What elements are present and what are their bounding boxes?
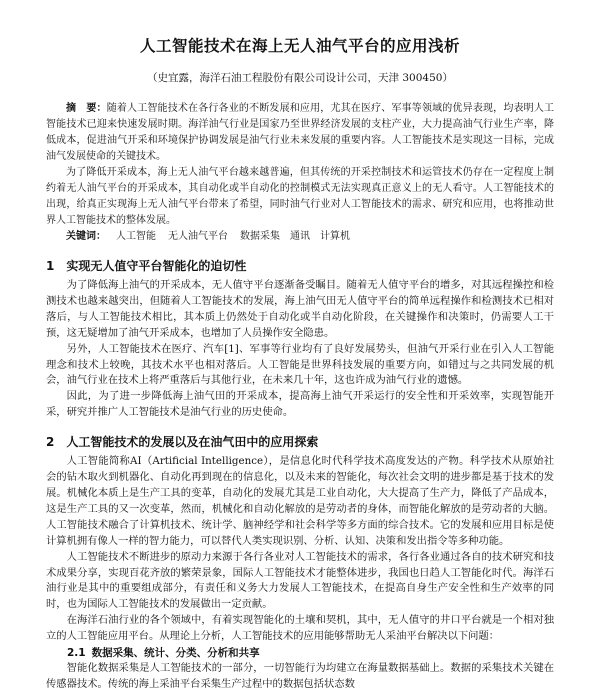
section-title: 人工智能技术的发展以及在油气田中的应用探索 xyxy=(66,435,319,450)
keyword: 无人油气平台 xyxy=(168,231,228,242)
section-number: 2 xyxy=(46,435,55,450)
abstract-paragraph-2: 为了降低开采成本，海上无人油气平台越来越普遍，但其传统的开采控制技术和运管技术仍存在一定程度上制约着无人油气平台的开采成本，其自动化或半自动化的控制模式无法实现真正意义上的无人看守。人工智能技术的出现，给真正实现海上无人油气平台带来了希望，同时油气行业对人工智能技术的需求、研究和应用，也将推动世界人工智能技术的整体发展。 xyxy=(46,167,554,226)
section-2-heading xyxy=(46,433,554,450)
abstract xyxy=(46,101,554,229)
abstract-label: 摘 要： xyxy=(66,103,107,114)
body-paragraph: 在海洋石油行业的各个领域中，有着实现智能化的土壤和契机，其中，无人值守的井口平台就是一个相对独立的人工智能应用平台。从理论上分析，人工智能技术的应用能够帮助无人采油平台解决以下问题： xyxy=(46,614,554,643)
body-paragraph: 人工智能简称AI（Artificial Intelligence），是信息化时代科学技术高度发达的产物。科学技术从原始社会的钻木取火到机器化、自动化再到现在的信息化，以及未来的智能化，每次社会文明的进步都是基于技术的发展。机械化本质上是生产工具的变革，自动化的发展尤其是工业自动化，大大提高了生产力，降低了产品成本，这是生产工具的又一次变革，然而，机械化和自动化解放的是劳动者的身体，而智能化解放的是劳动者的大脑。人工智能技术融合了计算机技术、统计学、脑神经学和社会科学等多方面的综合技术。它的发展和应用目标是使计算机拥有像人一样的智力能力，可以替代人类实现识别、分析、认知、决策和发出指令等多种功能。 xyxy=(46,455,554,547)
keywords-label: 关键词： xyxy=(66,231,106,242)
body-paragraph: 因此，为了进一步降低海上油气田的开采成本，提高海上油气开采运行的安全性和开采效率，实现智能开采，研究并推广人工智能技术是油气行业的历史使命。 xyxy=(46,390,554,419)
body-paragraph: 智能化数据采集是人工智能技术的一部分，一切智能行为均建立在海量数据基础上。数据的采集技术关键在传感器技术。传统的海上采油平台采集生产过程中的数据包括状态数 xyxy=(46,662,554,690)
subsection-title: 数据采集、统计、分类、分析和共享 xyxy=(91,647,260,660)
subsection-2-1-heading xyxy=(67,645,554,661)
author-affiliation: （史宜露，海洋石油工程股份有限公司设计公司，天津 300450） xyxy=(147,72,453,84)
keywords xyxy=(66,229,554,245)
section-number: 1 xyxy=(46,259,55,273)
abstract-paragraph-1 xyxy=(46,101,554,165)
keyword: 人工智能 xyxy=(116,231,156,242)
subsection-number: 2.1 xyxy=(67,647,86,660)
body-paragraph: 为了降低海上油气的开采成本，无人值守平台逐渐备受瞩目。随着无人值守平台的增多，对其远程操控和检测技术也越来越突出，但随着人工智能技术的发展，海上油气田无人值守平台的简单远程操作和检测技术已相对落后，与人工智能技术相比，其本质上仍然处于自动化或半自动化阶段，在关键操作和决策时，仍需要人工干预，这无疑增加了油气开采成本，也增加了人员操作安全隐患。 xyxy=(46,279,554,339)
keyword: 数据采集 通讯 计算机 xyxy=(240,231,350,242)
abstract-text: 随着人工智能技术在各行各业的不断发展和应用，尤其在医疗、军事等领域的优异表现，均表明人工智能技术已迎来快速发展时期。海洋油气行业是国家乃至世界经济发展的支柱产业，大力提高油气行业生产率，降低成本，促进油气开采和环境保护协调发展是油气行业未来发展的重要内容。人工智能技术是实现这一目标，完成油气发展使命的关键技术。 xyxy=(46,103,555,162)
section-title: 实现无人值守平台智能化的迫切性 xyxy=(66,259,247,273)
paper-title: 人工智能技术在海上无人油气平台的应用浅析 xyxy=(139,37,460,55)
body-paragraph: 另外，人工智能技术在医疗、汽车[1]、军事等行业均有了良好发展势头，但油气开采行业在引入人工智能理念和技术上较晚，其技术水平也相对落后。人工智能是世界科技发展的重要方向，如错过与之共同发展的机会，油气行业在技术上将严重落后与其他行业，在未来几十年，这也许成为油气行业的遗憾。 xyxy=(46,342,554,387)
section-1-heading xyxy=(46,257,554,274)
body-paragraph: 人工智能技术不断进步的原动力来源于各行各业对人工智能技术的需求，各行各业通过各自的技术研究和技术成果分享，实现百花齐放的繁荣景象，国际人工智能技术才能整体进步，我国也日趋人工智能化时代。海洋石油行业是其中的重要组成部分，有责任和义务大力发展人工智能技术，在提高自身生产安全性和生产效率的同时，也为国际人工智能技术的发展做出一定贡献。 xyxy=(46,550,554,611)
